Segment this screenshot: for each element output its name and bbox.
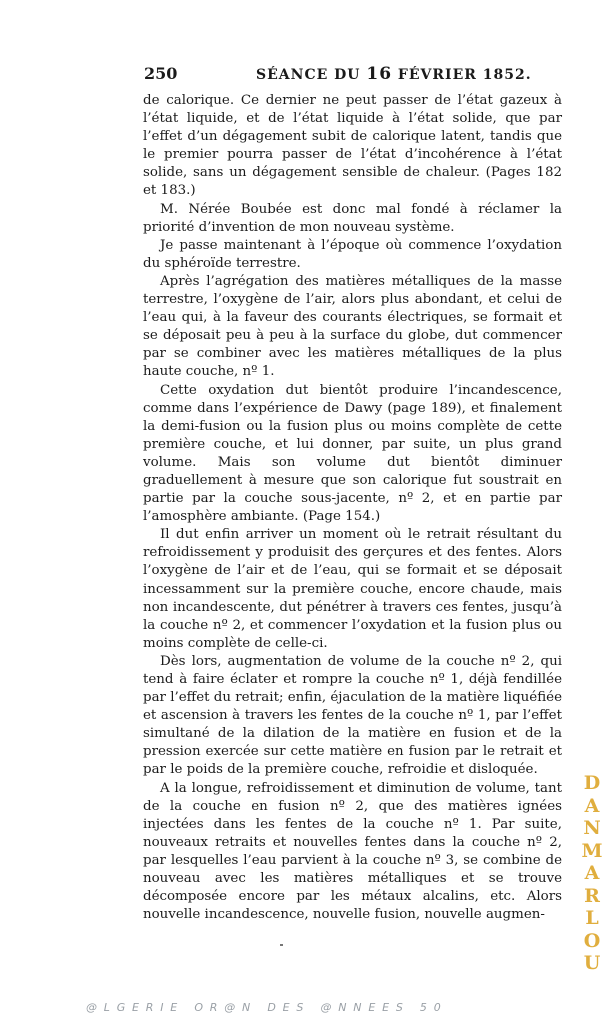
paragraph: M. Nérée Boubée est donc mal fondé à réclamer la priorité d’invention de mon nouveau système.	[143, 201, 562, 235]
paragraph: Il dut enfin arriver un moment où le retrait résultant du refroidissement y produisit des gerçures et des fentes. Alors l’oxygène de l’air et de l’eau, qui se formait et se déposait incessamment sur la première couche, encore chaude, mais non incandescente, dut pénétrer à travers ces fentes, jusqu’à la couche nº 2, et commencer l’oxydation et la fusion plus ou moins complète de celle-ci.	[143, 527, 562, 651]
paragraph: Après l’agrégation des matières métalliques de la masse terrestre, l’oxygène de l’air, alors plus abondant, et celui de l’eau qui, à la faveur des courants électriques, se formait et se déposait peu à peu à la surface du globe, dut commencer par se combiner avec les matières métalliques de la plus haute couche, nº 1.	[143, 273, 562, 380]
running-head-day: 16	[366, 64, 393, 84]
vertical-watermark: DANMARLOU	[581, 772, 603, 974]
paragraph: A la longue, refroidissement et diminution de volume, tant de la couche en fusion nº 2, que des matières ignées injectées dans les fentes de la couche nº 1. Par suite, nouveaux retraits et nouvelles fentes dans la couche nº 2, par lesquelles l’eau parvient à la couche nº 3, se combine de nouveau avec les matières métalliques et se trouve décomposée encore par les métaux alcalins, etc. Alors nouvelle incandescence, nouvelle fusion, nouvelle augmen-	[143, 780, 562, 923]
body-text	[143, 92, 562, 924]
paragraph-continuation: de calorique. Ce dernier ne peut passer de l’état gazeux à l’état liquide, et de l’état liquide à l’état solide, que par l’effet d’un dégagement subit de calorique latent, tandis que le premier pourra passer de l’état d’incohérence à l’état solide, sans un dégagement sensible de chaleur. (Pages 182 et 183.)	[143, 93, 562, 199]
footer-watermark: @LGERIE OR@N DES @NNEES 50	[86, 1001, 448, 1014]
running-head-prefix: SÉANCE DU	[256, 67, 361, 83]
paragraph: Je passe maintenant à l’époque où commence l’oxydation du sphéroïde terrestre.	[143, 237, 562, 271]
running-head-suffix: FÉVRIER 1852.	[397, 67, 532, 83]
paragraph: Dès lors, augmentation de volume de la couche nº 2, qui tend à faire éclater et rompre la couche nº 1, déjà fendillée par l’effet du retrait; enfin, éjaculation de la matière liquéfiée et ascension à travers les fentes de la couche nº 1, par l’effet simultané de la dilation de la matière en fusion et de la pression exercée sur cette matière en fusion par le retrait et par le poids de la première couche, refroidie et disloquée.	[143, 653, 562, 778]
print-speck	[280, 944, 283, 946]
paragraph: Cette oxydation dut bientôt produire l’incandescence, comme dans l’expérience de Dawy (page 189), et finalement la demi-fusion ou la fusion plus ou moins complète de cette première couche, et lui donner, par suite, un plus grand volume. Mais son volume dut bientôt diminuer graduellement à mesure que son calorique fut soustrait en partie par la couche sous-jacente, nº 2, et en partie par l’amosphère ambiante. (Page 154.)	[143, 382, 562, 525]
page-number: 250	[144, 64, 178, 83]
page-header	[144, 64, 562, 86]
running-head	[256, 64, 532, 84]
